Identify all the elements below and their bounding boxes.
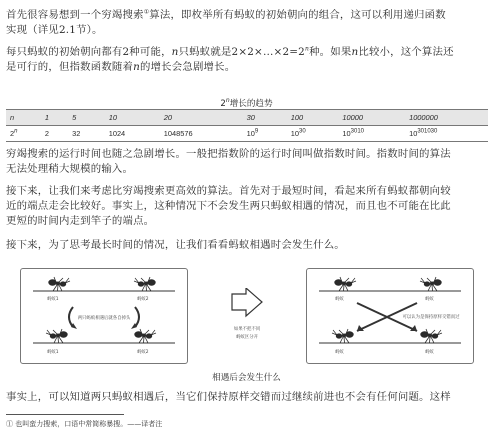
- table-cell: 2: [41, 126, 68, 142]
- table-cell: $10^9$: [243, 126, 287, 142]
- ant-icon: [134, 329, 156, 343]
- ant-icon: [332, 329, 354, 343]
- table-header-cell: 10: [105, 110, 160, 126]
- ant-label: 蚂蚁2: [137, 350, 149, 355]
- arrow-note: 如果不把不同: [233, 327, 261, 332]
- arrow-note: 蚂蚁区分开: [236, 335, 258, 340]
- paragraph-exponential-time: [6, 147, 484, 177]
- text-line: 事实上，可以知道两只蚂蚁相遇后，当它们保持原样交错而过继续前进也不会有任何问题。这样: [6, 391, 451, 403]
- ant-label: 蚂蚁2: [137, 297, 149, 302]
- text-line: 更短的时间内走到竿子的端点。: [6, 215, 155, 227]
- paragraph-longest-time: [6, 238, 484, 253]
- table-header-cell: 20: [160, 110, 243, 126]
- ant-icon: [46, 329, 68, 343]
- table-header-cell: 30: [243, 110, 287, 126]
- table-header-cell: 1000000: [405, 110, 488, 126]
- table-cell: $10^{301030}$: [405, 126, 488, 142]
- table-cell: $10^{3010}$: [338, 126, 405, 142]
- ant-label: 蚂蚁: [335, 297, 344, 302]
- footnote: ① 也叫蛮力搜索，口语中常简称暴搜。——译者注: [6, 420, 163, 428]
- ant-label: 蚂蚁1: [47, 350, 59, 355]
- table-cell: $10^{30}$: [287, 126, 339, 142]
- left-panel: [20, 268, 188, 364]
- transition-arrow: [210, 288, 284, 358]
- right-panel: [306, 268, 474, 364]
- ant-label: 蚂蚁: [425, 350, 434, 355]
- table-cell: 1024: [105, 126, 160, 142]
- table-cell: 2$^n$: [6, 126, 41, 142]
- figure-caption: 相遇后会发生什么: [212, 373, 281, 383]
- table-title: 2$^n$增长的趋势: [220, 97, 273, 109]
- ant-icon: [334, 277, 356, 291]
- ant-icon: [134, 277, 156, 291]
- right-panel-note: 可以认为是保持原样交错而过: [402, 315, 460, 320]
- right-arrow-icon: [232, 288, 262, 316]
- paragraph-passing: [6, 390, 484, 405]
- ant-label: 蚂蚁: [335, 350, 344, 355]
- text-line: 实现（详见2.1节）。: [6, 24, 103, 36]
- text-line: 穷竭搜索的运行时间也随之急剧增长。一般把指数阶的运行时间叫做指数时间。指数时间的算法: [6, 148, 451, 160]
- table-header-cell: n: [6, 110, 41, 126]
- paragraph-exhaustive-search: [6, 8, 484, 38]
- ant-icon: [48, 277, 70, 291]
- ant-icon: [420, 277, 442, 291]
- text-line: 首先很容易想到一个穷竭搜索①算法，即枚举所有蚂蚁的初始朝向的组合，这可以利用递归函数: [6, 8, 446, 21]
- table-header-cell: 10000: [338, 110, 405, 126]
- text-line: 是可行的，但指数函数随着n的增长会急剧增长。: [6, 61, 236, 73]
- table-header-cell: 5: [68, 110, 105, 126]
- table-cell: 1048576: [160, 126, 243, 142]
- table-header-cell: 100: [287, 110, 339, 126]
- ant-icon: [420, 329, 442, 343]
- text-line: 接下来，为了思考最长时间的情况，让我们看看蚂蚁相遇时会发生什么。: [6, 239, 345, 251]
- footnote-marker: ①: [143, 8, 150, 16]
- table-row: [6, 126, 488, 142]
- table-cell: 32: [68, 126, 105, 142]
- ant-label: 蚂蚁: [425, 297, 434, 302]
- text-line: 每只蚂蚁的初始朝向都有2种可能，n只蚂蚁就是$2\times 2\times\dots\times 2=2^n$种。如果n比较小，这个算法还: [6, 45, 454, 58]
- right-panel-illustration: [307, 269, 473, 363]
- paragraph-combinations: [6, 45, 484, 75]
- ant-encounter-diagram: [20, 268, 478, 364]
- table-header-row: [6, 110, 488, 126]
- turn-arrow: [69, 307, 73, 327]
- left-panel-illustration: [21, 269, 187, 363]
- left-panel-note: 两只蚂蚁相遇后就各自掉头: [77, 316, 131, 321]
- table-header-cell: 1: [41, 110, 68, 126]
- text-line: 接下来，让我们来考虑比穷竭搜索更高效的算法。首先对于最短时间，看起来所有蚂蚁都朝向较: [6, 185, 451, 197]
- footnote-divider: [6, 414, 124, 415]
- text-line: 近的端点走会比较好。事实上，这种情况下不会发生两只蚂蚁相遇的情况，而且也不可能在比此: [6, 200, 451, 212]
- paragraph-shortest-time: [6, 184, 484, 229]
- ant-label: 蚂蚁1: [47, 297, 59, 302]
- turn-arrow: [135, 307, 139, 327]
- text-line: 无法处理稍大规模的输入。: [6, 163, 134, 175]
- growth-table: [6, 109, 488, 142]
